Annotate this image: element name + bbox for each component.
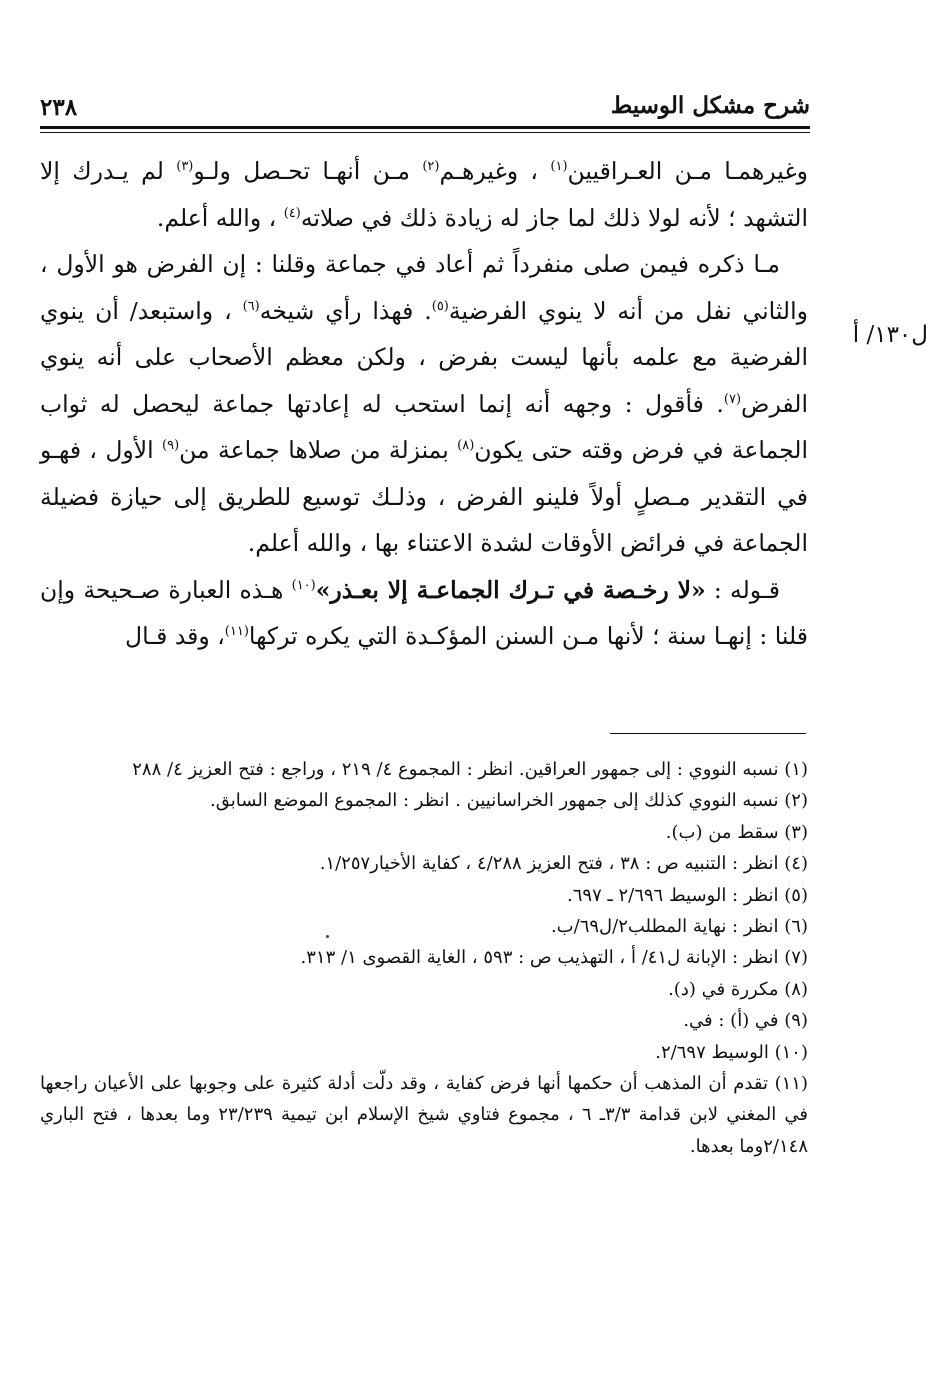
footnote-ref: (٩) <box>162 438 180 454</box>
text-run: . فأقول : وجهه أنه إنما استحب له إعادتها جماعة ليحصل له ثواب الجماعة في فرض وقته حتى يكون <box>40 389 808 464</box>
footnote-4: (٤) انظر : التنبيه ص : ٣٨ ، فتح العزيز ٤/٢٨٨ ، كفاية الأخيار١/٢٥٧. <box>319 853 808 875</box>
manuscript-folio-marker: ل١٣٠/ أ <box>852 322 928 348</box>
footnote-ref: (٤) <box>283 205 301 221</box>
footnote-8: (٨) مكررة في (د). <box>668 978 808 1000</box>
footnote-ref: (١) <box>550 159 568 175</box>
text-run: مـا ذكره فيمن صلى منفرداً ثم أعاد في جماعة وقلنا : إن الفرض هو الأول ، والثاني نفل من أنه لا ينوي الفرضية <box>40 250 808 325</box>
header-rule-thin <box>40 132 810 133</box>
text-run: . فهذا رأي شيخه <box>259 296 432 325</box>
text-run: الأول ، فهـو في التقدير مـصلٍ أولاً فلينو الفرض ، وذلـك توسيع للطريق إلى حيازة فضيلة الجماعة في فرائض الأوقات لشدة الاعتناء بها ، والله أعلم. <box>40 436 808 557</box>
header-rule-thick <box>40 126 810 129</box>
text-run: ، والله أعلم. <box>156 203 277 232</box>
footnote-6: (٦) انظر : نهاية المطلب٢/ل٦٩/ب. <box>550 916 808 938</box>
text-run: ، وغيرهـم <box>439 157 539 185</box>
text-run: هـذه العبارة صـحيحة وإن قلنا : إنهـا سنة ؛ لأنها مـن السنن المؤكـدة التي يكره تركها <box>40 575 808 650</box>
paragraph-1 <box>40 148 808 241</box>
footnote-ref: (٥) <box>431 298 449 314</box>
footnote-7: (٧) انظر : الإبانة ل٤١/ أ ، التهذيب ص : ٥٩٣ ، الغاية القصوى ١/ ٣١٣. <box>300 947 808 969</box>
footnote-ref: (٢) <box>422 159 440 175</box>
footnote-11: (١١) تقدم أن المذهب أن حكمها أنها فرض كفاية ، وقد دلّت أدلة كثيرة على وجوبها على الأعيان راجعها في المغني لابن قدامة ٣/٣ـ ٦ ، مجموع فتاوي شيخ الإسلام ابن تيمية ٢٣/٢٣٩ وما بعدها ، فتح الباري ٢/١٤٨وما بعدها. <box>40 1073 808 1157</box>
quoted-matn: «لا رخـصة في تـرك الجماعـة إلا بعـذر» <box>315 575 706 604</box>
footnote-ref: (٦) <box>242 298 260 314</box>
footnote-3: (٣) سقط من (ب). <box>665 821 808 843</box>
footnote-ref: (٧) <box>723 391 742 407</box>
text-run: وغيرهمـا مـن العـراقيين <box>567 157 808 185</box>
footnote-ref: (١١) <box>224 624 249 640</box>
running-title: شرح مشكل الوسيط <box>610 92 810 119</box>
footnote-ref: (٨) <box>457 438 475 454</box>
footnote-2: (٢) نسبه النووي كذلك إلى جمهور الخراسانيين . انظر : المجموع الموضع السابق. <box>210 790 808 812</box>
main-text <box>40 148 808 660</box>
text-run: ، واستبعد/ أن ينوي الفرضية مع علمه بأنها ليست بفرض ، ولكن معظم الأصحاب على أنه ينوي الفرض <box>40 296 808 418</box>
text-run: مـن أنهـا تحـصل ولـو <box>193 157 410 185</box>
page-number: ٢٣٨ <box>40 94 78 121</box>
footnotes <box>40 754 808 1162</box>
footnote-10: (١٠) الوسيط ٢/٦٩٧. <box>655 1041 808 1063</box>
text-run: قـوله : <box>713 575 780 604</box>
footnote-ref: (٣) <box>176 159 194 175</box>
footnote-1: (١) نسبه النووي : إلى جمهور العراقين. انظر : المجموع ٤/ ٢١٩ ، وراجع : فتح العزيز ٤/ ٢٨٨ <box>132 759 808 780</box>
paragraph-2 <box>40 241 808 567</box>
paragraph-3 <box>40 567 808 660</box>
text-run: بمنزلة من صلاها جماعة من <box>179 436 449 464</box>
running-header <box>40 92 810 126</box>
text-run: ، وقد قـال <box>125 622 225 650</box>
footnote-ref: (١٠) <box>291 577 316 593</box>
footnote-5: (٥) انظر : الوسيط ٢/٦٩٦ ـ ٦٩٧. <box>567 884 808 906</box>
scan-speck <box>326 935 329 938</box>
footnote-9: (٩) في (أ) : في. <box>683 1010 808 1032</box>
text-run: لم يـدرك إلا التشهد ؛ لأنه لولا ذلك لما جاز له زيادة ذلك في صلاته <box>40 157 808 232</box>
footnote-separator <box>610 733 806 734</box>
